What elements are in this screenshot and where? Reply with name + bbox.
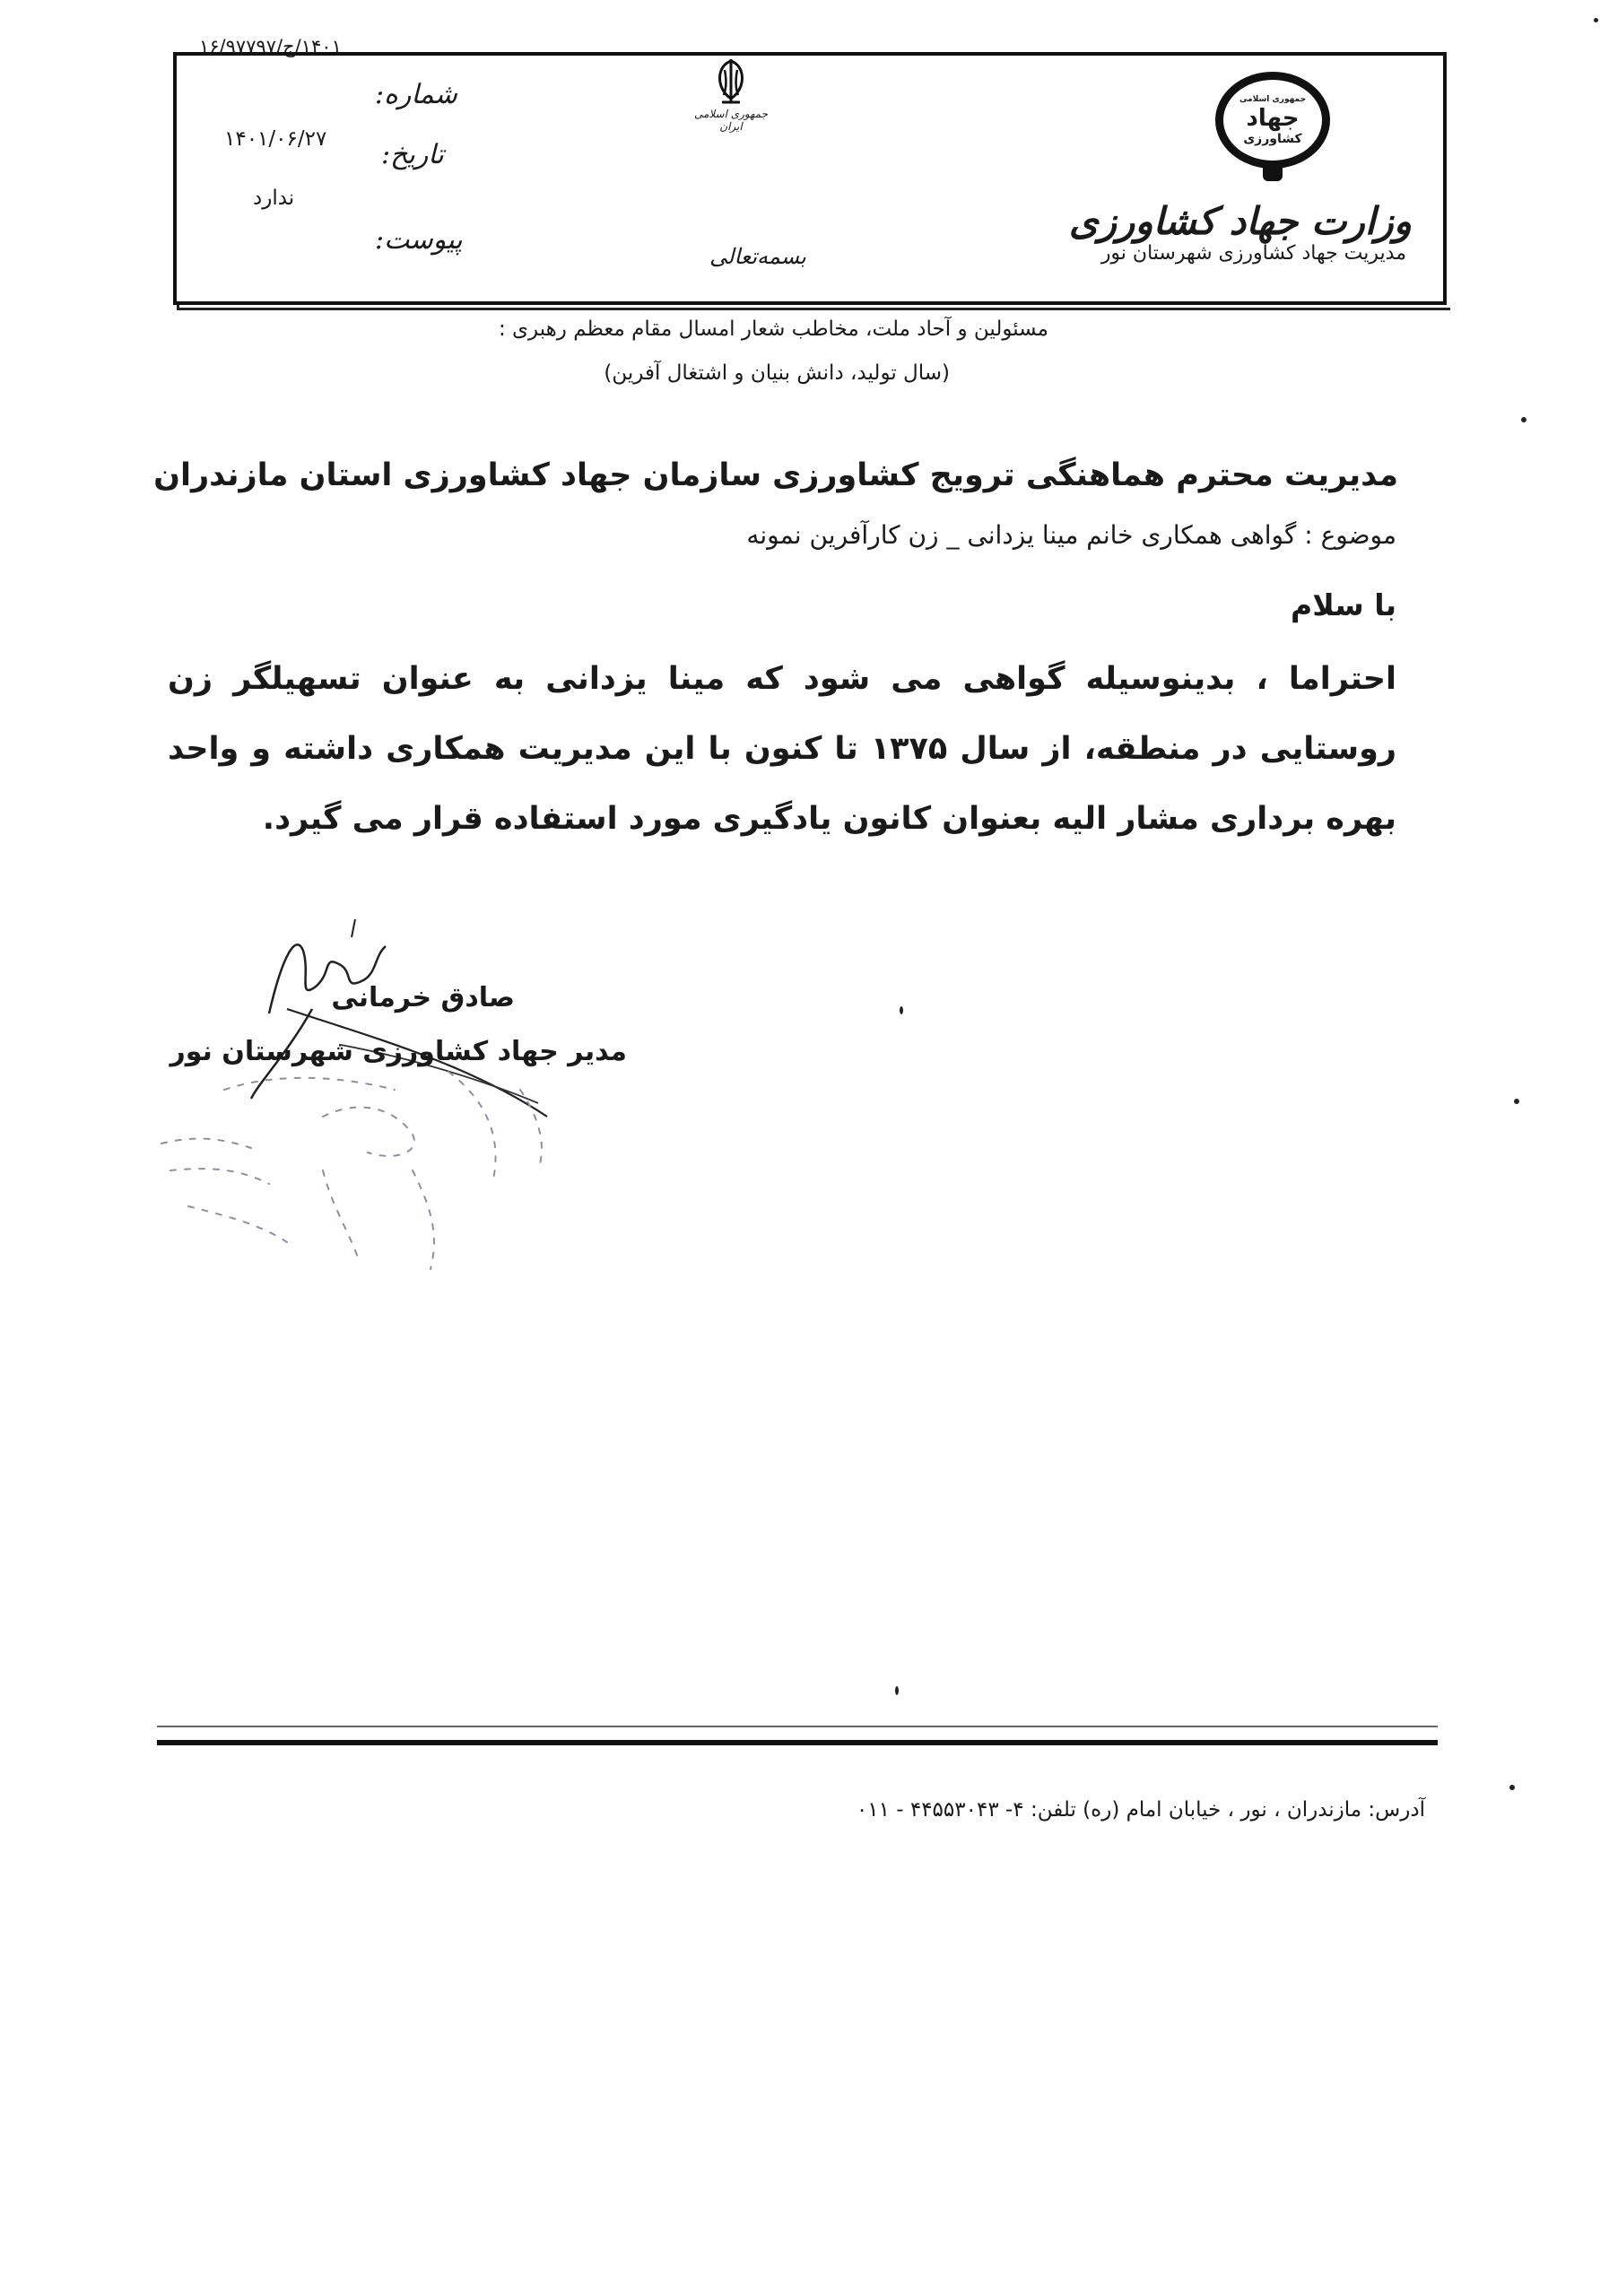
scan-speck bbox=[1521, 417, 1526, 422]
attachment-label: پیوست: bbox=[375, 224, 463, 256]
scan-speck bbox=[895, 1686, 899, 1695]
logo-top-text: جمهوری اسلامی bbox=[1239, 94, 1307, 104]
logo-name-text: جهاد bbox=[1246, 104, 1300, 132]
footer-rule bbox=[157, 1740, 1438, 1745]
logo-bottom-text: کشاورزی bbox=[1243, 131, 1302, 146]
iran-emblem-icon bbox=[709, 56, 753, 108]
footer-address: آدرس: مازندران ، نور ، خیابان امام (ره) تلفن: ۴- ۴۴۵۵۳۰۴۳ - ۰۱۱ bbox=[856, 1798, 1425, 1822]
attachment-value: ندارد bbox=[253, 187, 295, 210]
scan-speck bbox=[1594, 18, 1598, 22]
date-label: تاریخ: bbox=[381, 139, 444, 170]
footer-rule-thin bbox=[157, 1726, 1438, 1727]
ministry-name: وزارت جهاد کشاورزی bbox=[1068, 199, 1412, 243]
besmeh-text: بسمه‌تعالی bbox=[709, 244, 806, 269]
signer-name: صادق خرمانی bbox=[331, 982, 515, 1013]
subject-line: موضوع : گواهی همکاری خانم مینا یزدانی _ زن کارآفرین نمونه bbox=[746, 520, 1396, 550]
number-label: شماره: bbox=[375, 79, 457, 110]
letterhead-shadow bbox=[177, 305, 1450, 310]
faded-stamp bbox=[144, 1036, 610, 1287]
jahad-logo bbox=[1215, 72, 1330, 169]
salutation: با سلام bbox=[1291, 587, 1396, 622]
signer-title: مدیر جهاد کشاورزی شهرستان نور bbox=[170, 1036, 627, 1067]
scan-speck bbox=[1514, 1099, 1519, 1104]
slogan-line-2: (سال تولید، دانش بنیان و اشتغال آفرین) bbox=[604, 361, 950, 385]
slogan-line-1: مسئولین و آحاد ملت، مخاطب شعار امسال مقام معظم رهبری : bbox=[498, 317, 1048, 341]
recipient-heading: مدیریت محترم هماهنگی ترویج کشاورزی سازمان جهاد کشاورزی استان مازندران bbox=[153, 457, 1398, 493]
scan-speck bbox=[900, 1006, 903, 1014]
emblem-caption: جمهوری اسلامی ایران bbox=[693, 108, 769, 133]
letter-body: احتراما ، بدینوسیله گواهی می شود که مینا یزدانی به عنوان تسهیلگر زن روستایی در منطقه، از سال ۱۳۷۵ تا کنون با این مدیریت همکاری داشته و واحد بهره برداری مشار الیه بعنوان کانون یادگیری مورد استفاده قرار می گیرد. bbox=[168, 661, 1396, 837]
logo-stem bbox=[1263, 167, 1283, 181]
date-value: ۱۴۰۱/۰۶/۲۷ bbox=[224, 127, 327, 151]
reference-number-top: ۱۴۰۱/ج/۱۶/۹۷۷۹۷ bbox=[199, 36, 342, 57]
department-name: مدیریت جهاد کشاورزی شهرستان نور bbox=[1100, 242, 1406, 265]
scan-speck bbox=[1509, 1785, 1515, 1790]
